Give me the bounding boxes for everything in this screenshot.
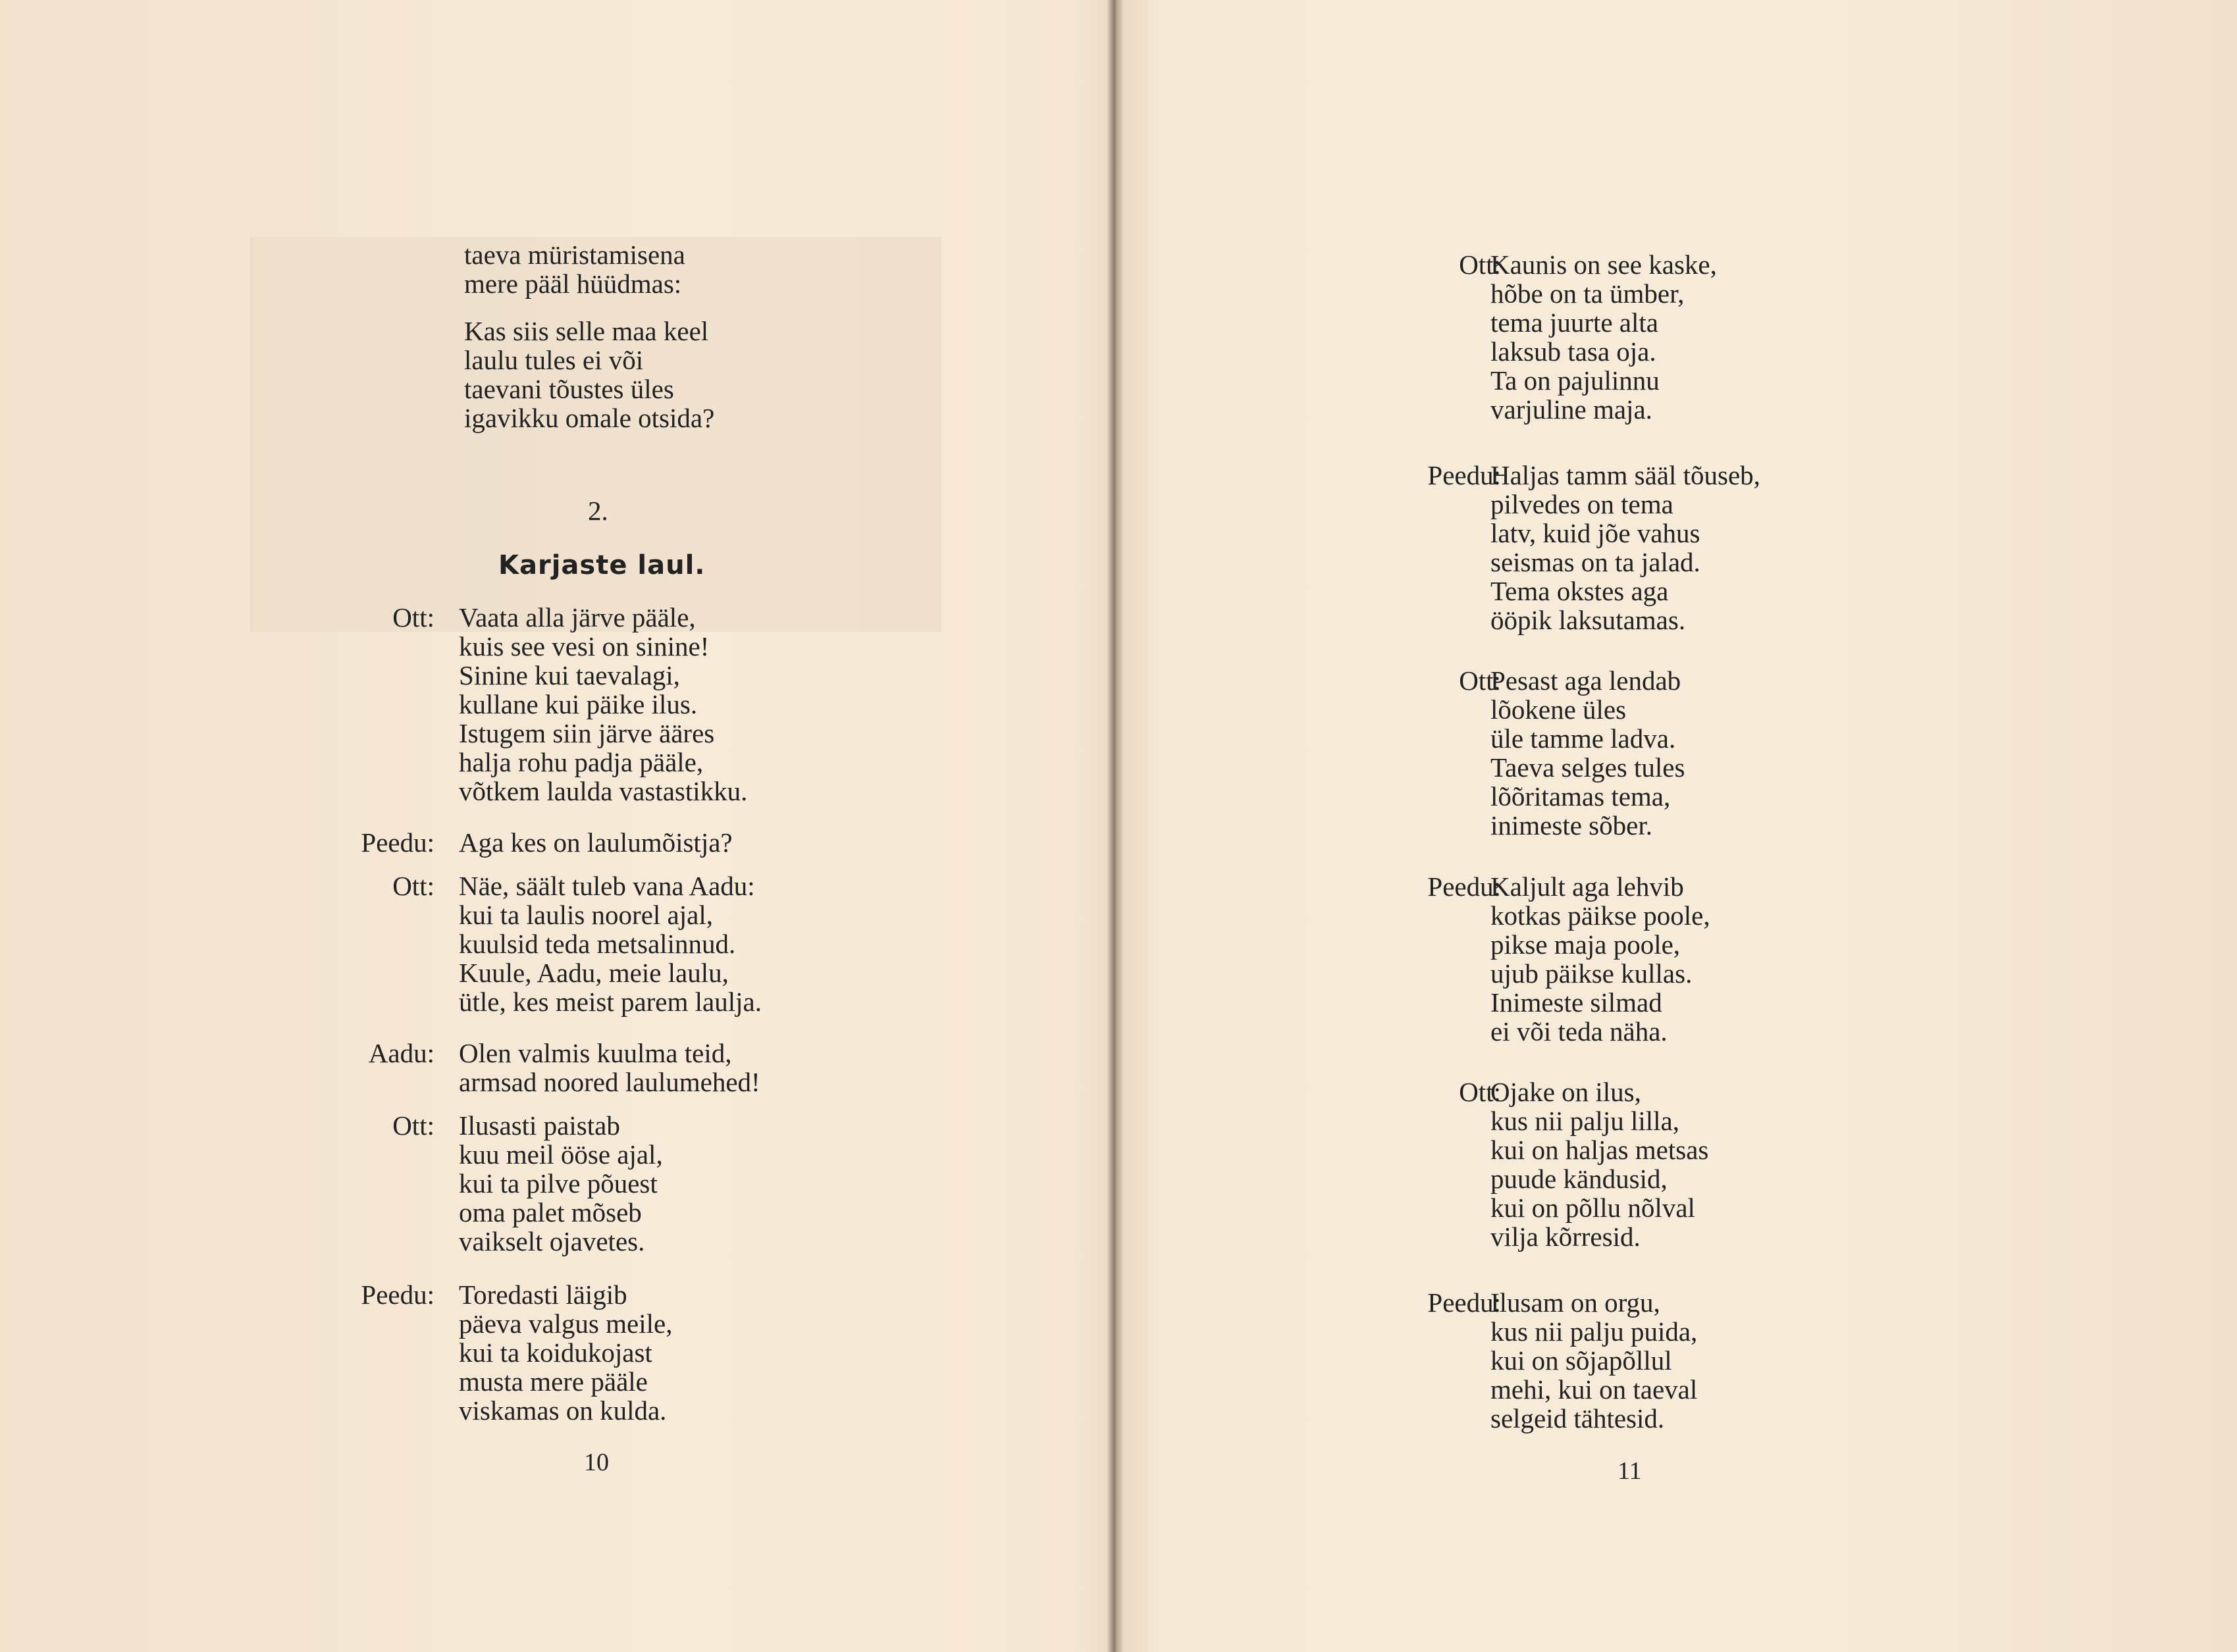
poem-line: Kuule, Aadu, meie laulu,: [459, 958, 729, 988]
poem-line: musta mere pääle: [459, 1366, 648, 1397]
poem-line: viskamas on kulda.: [459, 1395, 667, 1426]
poem-line: üle tamme ladva.: [1490, 723, 1676, 754]
poem-line: latv, kuid jõe vahus: [1490, 518, 1700, 548]
section-number: 2.: [588, 496, 608, 526]
right-page: [1119, 0, 2237, 1652]
poem-line: inimeste sõber.: [1490, 810, 1652, 840]
poem-line: tema juurte alta: [1490, 307, 1658, 338]
speaker-label: Ott:: [1459, 1077, 1501, 1107]
poem-line: Aga kes on laulumõistja?: [459, 827, 733, 858]
speaker-label: Peedu:: [1427, 1287, 1501, 1318]
poem-line: ööpik laksutamas.: [1490, 605, 1686, 635]
poem-line: hõbe on ta ümber,: [1490, 278, 1685, 309]
poem-line: kui on põllu nõlval: [1490, 1193, 1695, 1223]
poem-line: Sinine kui taevalagi,: [459, 660, 680, 690]
poem-line: Istugem siin järve ääres: [459, 718, 715, 748]
poem-line: kus nii palju lilla,: [1490, 1106, 1679, 1136]
poem-line: ujub päikse kullas.: [1490, 958, 1693, 989]
poem-line: Ilusasti paistab: [459, 1110, 620, 1141]
poem-line: lõokene üles: [1490, 694, 1627, 725]
poem-line: kuis see vesi on sinine!: [459, 631, 710, 661]
poem-line: oma palet mõseb: [459, 1197, 642, 1227]
poem-line: kullane kui päike ilus.: [459, 689, 698, 719]
speaker-label: Ott:: [392, 602, 434, 632]
poem-line: Inimeste silmad: [1490, 987, 1662, 1018]
speaker-label: Ott:: [1459, 249, 1501, 280]
poem-line: Kas siis selle maa keel: [464, 316, 709, 346]
poem-line: pilvedes on tema: [1490, 489, 1673, 519]
poem-line: kui on haljas metsas: [1490, 1135, 1709, 1165]
poem-line: päeva valgus meile,: [459, 1308, 673, 1339]
speaker-label: Ott:: [392, 871, 434, 901]
poem-line: kui ta laulis noorel ajal,: [459, 900, 713, 930]
poem-line: taevani tõustes üles: [464, 374, 674, 404]
poem-line: armsad noored laulumehed!: [459, 1067, 760, 1097]
poem-line: Haljas tamm sääl tõuseb,: [1490, 460, 1760, 490]
speaker-label: Peedu:: [1427, 460, 1501, 490]
poem-line: vaikselt ojavetes.: [459, 1226, 645, 1256]
poem-line: seismas on ta jalad.: [1490, 547, 1700, 577]
poem-line: kui on sõjapõllul: [1490, 1345, 1672, 1376]
poem-line: pikse maja poole,: [1490, 929, 1681, 960]
poem-line: Tema okstes aga: [1490, 576, 1669, 606]
poem-line: Ta on pajulinnu: [1490, 365, 1660, 396]
speaker-label: Peedu:: [361, 827, 434, 858]
poem-line: Olen valmis kuulma teid,: [459, 1038, 732, 1068]
poem-line: ütle, kes meist parem laulja.: [459, 987, 762, 1017]
poem-line: igavikku omale otsida?: [464, 403, 715, 433]
poem-line: puude kändusid,: [1490, 1164, 1668, 1194]
page-number: 10: [584, 1449, 609, 1476]
left-page: [0, 0, 1113, 1652]
poem-line: Pesast aga lendab: [1490, 665, 1681, 696]
poem-line: ei või teda näha.: [1490, 1016, 1668, 1046]
poem-line: kuulsid teda metsalinnud.: [459, 929, 736, 959]
section-heading: Karjaste laul.: [498, 550, 706, 581]
poem-line: mehi, kui on taeval: [1490, 1374, 1698, 1405]
poem-line: Kaljult aga lehvib: [1490, 871, 1684, 902]
speaker-label: Ott:: [392, 1110, 434, 1141]
poem-line: kuu meil ööse ajal,: [459, 1139, 663, 1170]
poem-line: Ilusam on orgu,: [1490, 1287, 1660, 1318]
poem-line: mere pääl hüüdmas:: [464, 269, 682, 299]
poem-line: kui ta koidukojast: [459, 1337, 652, 1368]
poem-line: laulu tules ei või: [464, 345, 644, 375]
poem-line: vilja kõrresid.: [1490, 1222, 1641, 1252]
poem-line: kui ta pilve põuest: [459, 1168, 658, 1199]
poem-line: kotkas päikse poole,: [1490, 900, 1710, 931]
speaker-label: Ott:: [1459, 665, 1501, 696]
poem-line: kus nii palju puida,: [1490, 1316, 1698, 1347]
poem-line: Kaunis on see kaske,: [1490, 249, 1717, 280]
poem-line: Taeva selges tules: [1490, 752, 1685, 783]
poem-line: Ojake on ilus,: [1490, 1077, 1641, 1107]
poem-line: laksub tasa oja.: [1490, 336, 1656, 367]
poem-line: Näe, säält tuleb vana Aadu:: [459, 871, 755, 901]
speaker-label: Peedu:: [361, 1279, 434, 1310]
poem-line: taeva müristamisena: [464, 240, 685, 270]
poem-line: varjuline maja.: [1490, 394, 1652, 425]
poem-line: halja rohu padja pääle,: [459, 747, 704, 777]
speaker-label: Aadu:: [368, 1038, 434, 1068]
poem-line: võtkem laulda vastastikku.: [459, 776, 748, 806]
poem-line: lõõritamas tema,: [1490, 781, 1671, 812]
poem-line: selgeid tähtesid.: [1490, 1403, 1665, 1433]
speaker-label: Peedu:: [1427, 871, 1501, 902]
poem-line: Toredasti läigib: [459, 1279, 627, 1310]
poem-line: Vaata alla järve pääle,: [459, 602, 696, 632]
page-number: 11: [1618, 1457, 1642, 1485]
